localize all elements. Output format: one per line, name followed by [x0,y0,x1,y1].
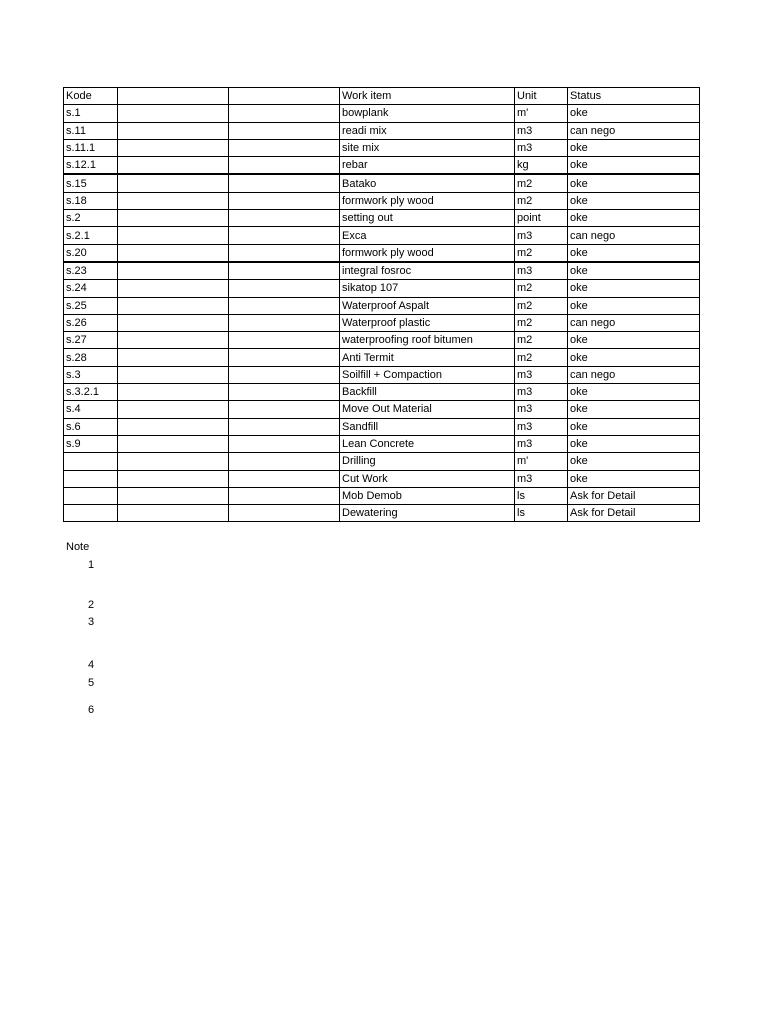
status-cell: oke [568,105,700,122]
table-row [64,332,700,349]
table-row [64,280,700,297]
blank-cell [229,332,340,349]
blank-cell [229,366,340,383]
table-row [64,314,700,331]
status-cell: oke [568,174,700,192]
blank-cell [118,227,229,244]
unit-cell: m2 [515,280,568,297]
header-work-item: Work item [340,88,515,105]
unit-cell: m2 [515,244,568,262]
blank-cell [229,244,340,262]
note-number: 1 [88,559,95,571]
status-cell: Ask for Detail [568,505,700,522]
status-cell: can nego [568,122,700,139]
work-item-cell: readi mix [340,122,515,139]
blank-cell [229,105,340,122]
blank-cell [118,210,229,227]
kode-cell: s.3.2.1 [64,384,118,401]
blank-cell [229,157,340,175]
kode-cell [64,453,118,470]
note-number: 6 [88,704,95,716]
work-item-cell: Dewatering [340,505,515,522]
work-item-cell: Sandfill [340,418,515,435]
table-row [64,262,700,280]
kode-cell: s.25 [64,297,118,314]
status-cell: Ask for Detail [568,487,700,504]
blank-cell [118,505,229,522]
header-blank-1 [118,88,229,105]
status-cell: oke [568,157,700,175]
unit-cell: kg [515,157,568,175]
table-row [64,366,700,383]
work-item-cell: Cut Work [340,470,515,487]
kode-cell: s.6 [64,418,118,435]
blank-cell [229,435,340,452]
unit-cell: m2 [515,297,568,314]
kode-cell: s.11.1 [64,139,118,156]
work-item-cell: Waterproof plastic [340,314,515,331]
kode-cell: s.11 [64,122,118,139]
table-row [64,105,700,122]
unit-cell: m3 [515,227,568,244]
blank-cell [229,192,340,209]
table-row [64,227,700,244]
header-status: Status [568,88,700,105]
table-row [64,401,700,418]
kode-cell: s.1 [64,105,118,122]
table-body [64,105,700,522]
unit-cell: m2 [515,349,568,366]
blank-cell [118,122,229,139]
work-item-cell: formwork ply wood [340,244,515,262]
unit-cell: m3 [515,418,568,435]
kode-cell: s.27 [64,332,118,349]
table-row [64,435,700,452]
note-number: 3 [88,616,95,628]
table-row [64,349,700,366]
blank-cell [118,174,229,192]
notes-title: Note [66,541,90,553]
blank-cell [118,244,229,262]
blank-cell [118,262,229,280]
blank-cell [229,384,340,401]
unit-cell: m3 [515,470,568,487]
blank-cell [229,418,340,435]
blank-cell [229,297,340,314]
blank-cell [229,174,340,192]
unit-cell: m3 [515,262,568,280]
blank-cell [229,349,340,366]
kode-cell [64,470,118,487]
table-row [64,157,700,175]
kode-cell [64,487,118,504]
blank-cell [118,297,229,314]
unit-cell: m' [515,453,568,470]
status-cell: oke [568,210,700,227]
table-row [64,122,700,139]
status-cell: oke [568,139,700,156]
status-cell: oke [568,470,700,487]
status-cell: oke [568,435,700,452]
work-item-cell: waterproofing roof bitumen [340,332,515,349]
status-cell: oke [568,280,700,297]
blank-cell [118,157,229,175]
note-number: 4 [88,659,95,671]
kode-cell: s.24 [64,280,118,297]
blank-cell [118,314,229,331]
work-item-cell: Drilling [340,453,515,470]
blank-cell [229,487,340,504]
kode-cell: s.9 [64,435,118,452]
kode-cell: s.28 [64,349,118,366]
status-cell: oke [568,244,700,262]
unit-cell: ls [515,487,568,504]
blank-cell [229,401,340,418]
kode-cell [64,505,118,522]
unit-cell: m2 [515,192,568,209]
work-item-cell: site mix [340,139,515,156]
note-number: 2 [88,599,95,611]
table-row [64,174,700,192]
blank-cell [229,122,340,139]
blank-cell [118,192,229,209]
status-cell: oke [568,262,700,280]
kode-cell: s.23 [64,262,118,280]
blank-cell [118,453,229,470]
unit-cell: m3 [515,384,568,401]
table-row [64,210,700,227]
kode-cell: s.3 [64,366,118,383]
work-item-cell: bowplank [340,105,515,122]
unit-cell: m3 [515,139,568,156]
kode-cell: s.26 [64,314,118,331]
table-row [64,487,700,504]
unit-cell: m2 [515,174,568,192]
blank-cell [229,453,340,470]
table-row [64,453,700,470]
blank-cell [229,139,340,156]
work-item-cell: Soilfill + Compaction [340,366,515,383]
blank-cell [229,262,340,280]
blank-cell [118,401,229,418]
table-row [64,384,700,401]
unit-cell: m' [515,105,568,122]
kode-cell: s.4 [64,401,118,418]
status-cell: oke [568,418,700,435]
note-number: 5 [88,677,95,689]
blank-cell [118,105,229,122]
blank-cell [118,332,229,349]
work-item-cell: setting out [340,210,515,227]
work-item-cell: Anti Termit [340,349,515,366]
kode-cell: s.15 [64,174,118,192]
table-row [64,297,700,314]
table-row [64,418,700,435]
unit-cell: m3 [515,366,568,383]
blank-cell [229,280,340,297]
status-cell: oke [568,332,700,349]
blank-cell [118,487,229,504]
blank-cell [118,139,229,156]
unit-cell: ls [515,505,568,522]
kode-cell: s.12.1 [64,157,118,175]
table-row [64,192,700,209]
kode-cell: s.20 [64,244,118,262]
blank-cell [118,280,229,297]
status-cell: oke [568,453,700,470]
kode-cell: s.18 [64,192,118,209]
header-blank-2 [229,88,340,105]
table-header-row [64,88,700,105]
header-unit: Unit [515,88,568,105]
status-cell: can nego [568,314,700,331]
work-item-cell: Batako [340,174,515,192]
status-cell: oke [568,401,700,418]
blank-cell [118,384,229,401]
status-cell: oke [568,384,700,401]
blank-cell [118,366,229,383]
blank-cell [229,470,340,487]
work-item-cell: Waterproof Aspalt [340,297,515,314]
status-cell: can nego [568,227,700,244]
unit-cell: m3 [515,122,568,139]
unit-cell: m3 [515,401,568,418]
status-cell: can nego [568,366,700,383]
work-item-cell: Backfill [340,384,515,401]
status-cell: oke [568,349,700,366]
kode-cell: s.2.1 [64,227,118,244]
unit-cell: m2 [515,332,568,349]
header-kode: Kode [64,88,118,105]
status-cell: oke [568,192,700,209]
blank-cell [118,435,229,452]
unit-cell: point [515,210,568,227]
work-item-cell: formwork ply wood [340,192,515,209]
work-item-cell: Mob Demob [340,487,515,504]
blank-cell [118,349,229,366]
work-item-cell: rebar [340,157,515,175]
blank-cell [118,470,229,487]
blank-cell [229,210,340,227]
blank-cell [229,314,340,331]
table-row [64,470,700,487]
blank-cell [229,227,340,244]
unit-cell: m2 [515,314,568,331]
table-row [64,505,700,522]
work-items-table [63,87,700,522]
table-row [64,139,700,156]
work-item-cell: Exca [340,227,515,244]
work-item-cell: sikatop 107 [340,280,515,297]
table-row [64,244,700,262]
blank-cell [118,418,229,435]
blank-cell [229,505,340,522]
work-item-cell: Lean Concrete [340,435,515,452]
kode-cell: s.2 [64,210,118,227]
work-item-cell: Move Out Material [340,401,515,418]
unit-cell: m3 [515,435,568,452]
status-cell: oke [568,297,700,314]
work-item-cell: integral fosroc [340,262,515,280]
